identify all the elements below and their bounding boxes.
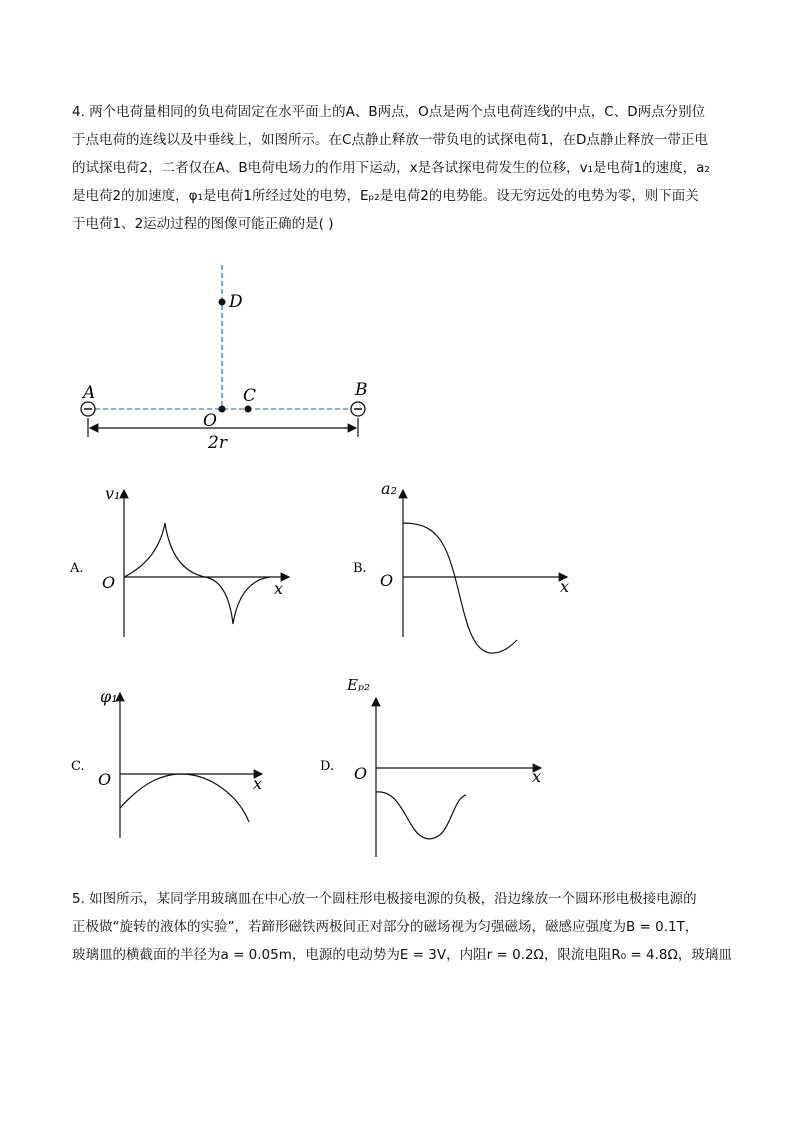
option-A-origin: O [102,573,116,592]
label-O: O [203,411,217,431]
q5-line-3: 玻璃皿的横截面的半径为a = 0.05m，电源的电动势为E = 3V，内阻r = 0.2Ω，限流电阻R₀ = 4.8Ω，玻璃皿 [72,947,732,963]
q4-line-2: 于点电荷的连线以及中垂线上，如图所示。在C点静止释放一带负电的试探电荷1，在D点静止释放一带正电 [72,132,708,148]
option-C-graph [71,687,262,838]
option-C-origin: O [98,770,112,789]
q4-line-4: 是电荷2的加速度，φ₁是电荷1所经过处的电势，Eₚ₂是电荷2的电势能。设无穷远处的电势为零，则下面关 [72,188,699,204]
distance-label: 2r [208,433,227,453]
option-A-curve [124,523,270,624]
option-C-xlabel: x [253,774,263,793]
option-B-origin: O [380,571,394,590]
option-D-curve [376,792,466,839]
label-C: C [243,386,257,406]
option-D-ylabel: Eₚ₂ [347,676,370,694]
option-D-letter: D. [320,759,335,774]
label-D: D [229,292,243,312]
label-A: A [83,383,96,403]
option-D-xlabel: x [532,767,542,786]
option-C-ylabel: φ₁ [100,687,118,706]
option-C-letter: C. [71,759,85,774]
q4-line-1: 4. 两个电荷量相同的负电荷固定在水平面上的A、B两点，O点是两个点电荷连线的中点，C、D两点分别位 [72,104,706,120]
label-B: B [355,380,368,400]
option-C-curve [120,774,249,822]
option-B-letter: B. [353,561,367,576]
option-A-xlabel: x [274,579,284,598]
charge-figure [81,265,368,453]
q4-line-3: 的试探电荷2，二者仅在A、B电荷电场力的作用下运动，x是各试探电荷发生的位移，v₁是电荷1的速度，a₂ [72,160,710,176]
point-D-dot [219,299,226,306]
point-O-dot [219,406,226,413]
option-A-graph [69,484,289,637]
option-B-graph [353,479,569,653]
option-A-letter: A. [70,561,84,576]
q5-line-1: 5. 如图所示，某同学用玻璃皿在中心放一个圆柱形电极接电源的负极，沿边缘放一个圆环形电极接电源的 [72,891,697,907]
option-B-curve [403,523,517,653]
option-B-ylabel: a₂ [381,479,397,498]
question-5-text [72,885,732,969]
option-B-xlabel: x [560,577,570,596]
option-A-ylabel: v₁ [105,484,121,503]
q4-line-5: 于电荷1、2运动过程的图像可能正确的是( ) [72,216,334,232]
option-D-graph [320,676,541,857]
q5-line-2: 正极做“旋转的液体的实验”，若蹄形磁铁两极间正对部分的磁场视为匀强磁场，磁感应强度为B = 0.1T， [72,919,699,935]
option-D-origin: O [354,764,368,783]
point-C-dot [245,406,252,413]
